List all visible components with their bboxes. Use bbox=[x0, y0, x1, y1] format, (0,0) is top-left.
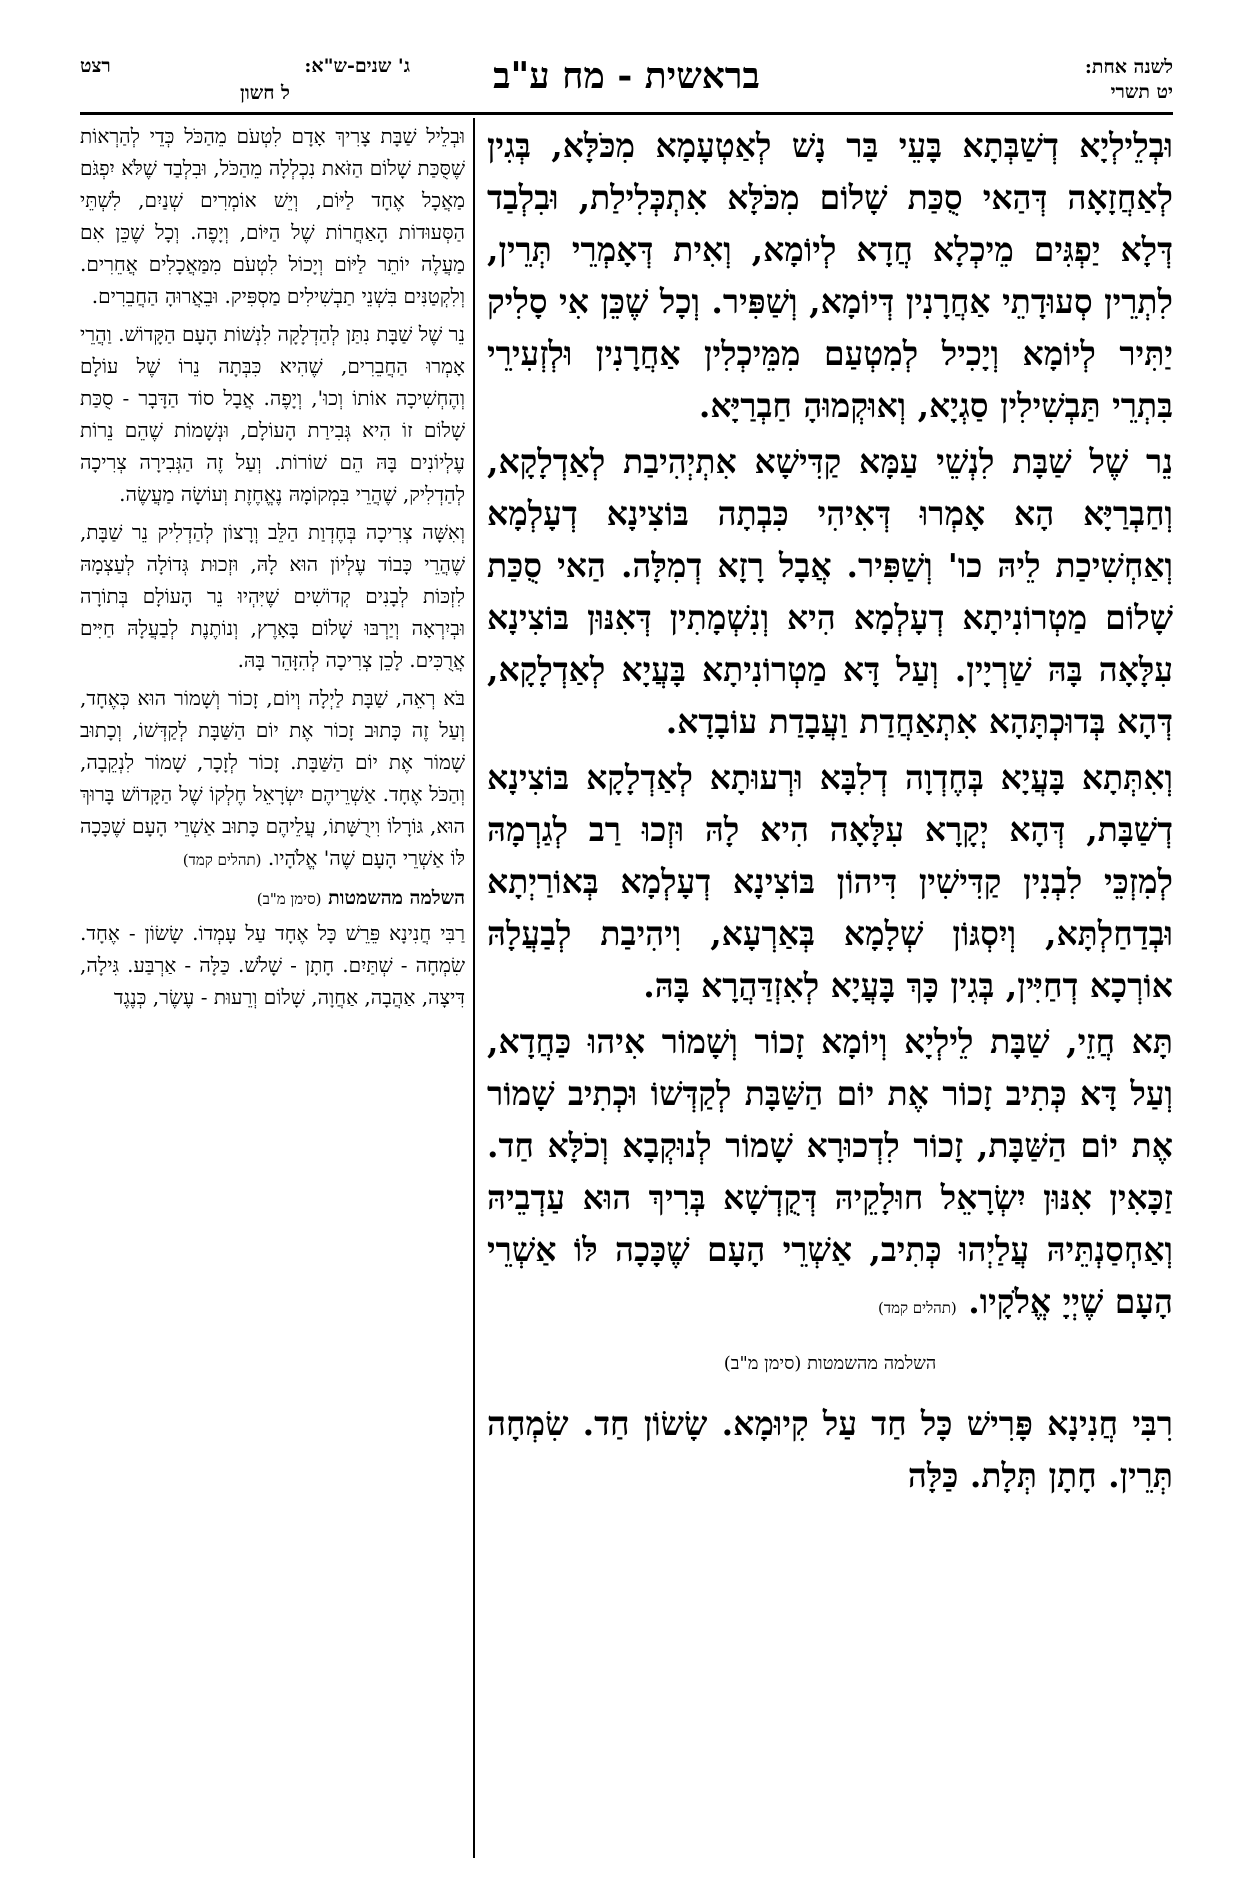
side-section-header bbox=[80, 882, 465, 915]
main-last-paragraph: רִבִּי חֲנִינָא פָּרִישׁ כָּל חַד עַל קִיוּמָא. שָׂשׂוֹן חַד. שִׂמְחָה תְּרֵין. חָתָן תְּלָת. כַּלָּה bbox=[487, 1404, 1173, 1495]
side-section-cite: (סימן מ"ב) bbox=[256, 890, 322, 908]
side-paragraph-1: וּבְלֵיל שַׁבָּת צָרִיךְ אָדָם לִטְעֹם מֵהַכֹּל כְּדֵי לְהַרְאוֹת שֶׁסֻּכַּת שָׁלוֹם הַזֹּאת נִכְלְלָה מֵהַכֹּל, וּבִלְבַד שֶׁלֹּא יִפְגֹּם מַאֲכָל אֶחָד לַיּוֹם, וְיֵשׁ אוֹמְרִים שְׁנַיִם, לִשְׁתֵּי הַסְּעוּדוֹת הָאַחֲרוֹת שֶׁל הַיּוֹם, וְיָפֶה. וְכָל שֶׁכֵּן אִם מַעֲלֶה יוֹתֵר לַיּוֹם וְיָכוֹל לִטְעֹם מִמַּאֲכָלִים אֲחֵרִים. וְלִקְטַנִּים בִּשְׁנֵי תַבְשִׁילִים מַסְפִּיק. וּבֵאֲרוּהָ הַחֲבֵרִים. bbox=[80, 124, 465, 308]
main-paragraph-3: וְאִתְּתָא בָּעֲיָא בְּחֶדְוָה דְלִבָּא וּרְעוּתָא לְאַדְלָקָא בּוֹצִינָא דְשַׁבָּת, דְּהָא יְקָרָא עִלָּאָה הִיא לָהּ וּזְכוּ רַב לְגַרְמָהּ לְמִזְכֵּי לִבְנִין קַדִּישִׁין דִּיהוֹן בּוֹצִינָא דְעָלְמָא בְּאוֹרַיְתָא וּבְדַחַלְתָּא, וְיִסְגּוֹן שְׁלָמָא בְּאַרְעָא, וִיהִיבַת לְבַעֲלָהּ אוֹרְכָא דְחַיִּין, בְּגִין כָּךְ בָּעֲיָא לְאִזְדַּהֲרָא בָּהּ. bbox=[487, 758, 1173, 1005]
side-last-paragraph: רַבִּי חֲנִינָא פֵּרֵשׁ כָּל אֶחָד עַל עָמְדוֹ. שָׂשׂוֹן - אֶחָד. שִׂמְחָה - שְׁתַּיִם. חָתָן - שָׁלֹשׁ. כַּלָּה - אַרְבַּע. גִּילָה, דִּיצָה, אַהֲבָה, אַחֲוָה, שָׁלוֹם וְרֵעוּת - עֶשֶׂר, כְּנֶגֶד bbox=[80, 921, 465, 1009]
main-section-header: השלמה מהשמטות (סימן מ"ב) bbox=[723, 1353, 937, 1374]
page-number: רצט bbox=[80, 55, 111, 77]
column-divider bbox=[473, 118, 475, 1858]
page-header bbox=[80, 55, 1173, 115]
main-column-aramaic bbox=[487, 120, 1173, 1506]
header-one-year-date: יט תשרי bbox=[1110, 81, 1173, 103]
page-title: בראשית - מח ע"ב bbox=[493, 55, 760, 97]
side-paragraph-4-text: בֹּא רְאֵה, שַׁבָּת לַיְלָה וְיוֹם, זָכוֹר וְשָׁמוֹר הוּא כְּאֶחָד, וְעַל זֶה כָּתוּב זָכוֹר אֶת יוֹם הַשַּׁבָּת לְקַדְּשׁוֹ, וְכָתוּב שָׁמוֹר אֶת יוֹם הַשַּׁבָּת. זָכוֹר לְזָכָר, שָׁמוֹר לִנְקֵבָה, וְהַכֹּל אֶחָד. אַשְׁרֵיהֶם יִשְׂרָאֵל חֶלְקוֹ שֶׁל הַקָּדוֹשׁ בָּרוּךְ הוּא, גּוֹרָלוֹ וִירֻשָּׁתוֹ, עֲלֵיהֶם כָּתוּב אַשְׁרֵי הָעָם שֶׁכָּכָה לּוֹ אַשְׁרֵי הָעָם שֶׁה' אֱלֹהָיו. bbox=[80, 686, 465, 870]
side-paragraph-3: וְאִשָּׁה צְרִיכָה בְּחֶדְוַת הַלֵּב וְרָצוֹן לְהַדְלִיק נֵר שַׁבָּת, שֶׁהֲרֵי כָּבוֹד עֶלְיוֹן הוּא לָהּ, וּזְכוּת גְּדוֹלָה לְעַצְמָהּ לִזְכּוֹת לְבָנִים קְדוֹשִׁים שֶׁיִּהְיוּ נֵר הָעוֹלָם בְּתוֹרָה וּבְיִרְאָה וְיַרְבּוּ שָׁלוֹם בָּאָרֶץ, וְנוֹתֶנֶת לְבַעֲלָהּ חַיִּים אֲרֻכִּים. לָכֵן צְרִיכָה לְהִזָּהֵר בָּהּ. bbox=[80, 520, 465, 672]
main-citation: (תהלים קמד) bbox=[878, 1299, 957, 1317]
side-column-hebrew bbox=[80, 120, 465, 1019]
header-one-year-label: לשנה אחת: bbox=[1084, 56, 1173, 78]
side-paragraph-4 bbox=[80, 682, 465, 876]
header-three-year-date: ל חשון bbox=[240, 82, 290, 104]
header-rule bbox=[80, 112, 1173, 115]
side-section-title: השלמה מהשמטות bbox=[328, 887, 465, 909]
main-paragraph-4 bbox=[487, 1016, 1173, 1334]
side-citation: (תהלים קמד) bbox=[182, 851, 262, 869]
side-paragraph-2: נֵר שֶׁל שַׁבָּת נִתַּן לְהַדְלָקָה לִנְשׁוֹת הָעָם הַקָּדוֹשׁ. וַהֲרֵי אָמְרוּ הַחֲבֵרִים, שֶׁהִיא כִּבְּתָה נֵרוֹ שֶׁל עוֹלָם וְהֶחְשִׁיכָה אוֹתוֹ וְכוּ', וְיָפֶה. אֲבָל סוֹד הַדָּבָר - סֻכַּת שָׁלוֹם זוֹ הִיא גְּבִירַת הָעוֹלָם, וּנְשָׁמוֹת שֶׁהֵם נֵרוֹת עֶלְיוֹנִים בָּהּ הֵם שׁוֹרוֹת. וְעַל זֶה הַגְּבִירָה צְרִיכָה לְהַדְלִיק, שֶׁהֲרֵי בִּמְקוֹמָהּ נֶאֱחֶזֶת וְעוֹשָׂה מַעֲשֶׂה. bbox=[80, 322, 465, 506]
main-paragraph-2: נֵר שֶׁל שַׁבָּת לִנְשֵׁי עַמָּא קַדִּישָׁא אִתְיְהִיבַת לְאַדְלָקָא, וְחַבְרַיָּא הָא אָמְרוּ דְּאִיהִי כִּבְתָה בּוֹצִינָא דְעָלְמָא וְאַחְשִׁיכַת לֵיהּ כו' וְשַׁפִּיר. אֲבָל רָזָא דְמִלָּה. הַאי סֻכַּת שָׁלוֹם מַטְרוֹנִיתָא דְעָלְמָא הִיא וְנִשְׁמָתִין דְּאִנּוּן בּוֹצִינָא עִלָּאָה בָּהּ שַׁרְיָין. וְעַל דָּא מַטְרוֹנִיתָא בָּעֲיָא לְאַדְלָקָא, דְּהָא בְּדוּכְתָּהָא אִתְאַחֲדַת וַעֲבָדַת עוֹבָדָא. bbox=[487, 442, 1173, 741]
header-three-year-label: ג' שנים-ש"א: bbox=[304, 55, 410, 77]
header-left bbox=[80, 55, 410, 105]
main-paragraph-1: וּבְלֵילְיָא דְשַׁבְּתָא בָּעֵי בַּר נָשׁ לְאַטְעָמָא מִכֹּלָּא, בְּגִין לְאַחֲזָאָה דְּהַאי סֻכַּת שָׁלוֹם מִכֹּלָּא אִתְכְּלִילַת, וּבִלְבַד דְּלָא יַפְגִּים מֵיכְלָא חֲדָא לְיוֹמָא, וְאִית דְּאָמְרֵי תְּרֵין, לִתְרֵין סְעוּדָתֵי אַחֲרָנִין דְּיוֹמָא, וְשַׁפִּיר. וְכָל שֶׁכֵּן אִי סָלִיק יַתִּיר לְיוֹמָא וְיָכִיל לְמִטְעַם מִמֵּיכְלִין אַחֲרָנִין וּלְזְעִירֵי בִּתְרֵי תַּבְשִׁילִין סַגְיָא, וְאוּקְמוּהָ חַבְרַיָּא. bbox=[487, 126, 1173, 425]
main-paragraph-4-text: תָּא חֲזֵי, שַׁבָּת לֵילְיָא וְיוֹמָא זָכוֹר וְשָׁמוֹר אִיהוּ כַּחֲדָא, וְעַל דָּא כְּתִיב זָכוֹר אֶת יוֹם הַשַּׁבָּת לְקַדְּשׁוֹ וּכְתִיב שָׁמוֹר אֶת יוֹם הַשַּׁבָּת, זָכוֹר לִדְכוּרָא שָׁמוֹר לְנוּקְבָא וְכֹלָּא חַד. זַכָּאִין אִנּוּן יִשְׂרָאֵל חוּלָקֵיהּ דְּקֻדְשָׁא בְּרִיךְ הוּא עַדְבֵיהּ וְאַחְסַנְתֵּיהּ עֲלַיְהוּ כְּתִיב, אַשְׁרֵי הָעָם שֶׁכָּכָה לּוֹ אַשְׁרֵי הָעָם שֶׁיְיָ אֱלֹקָיו. bbox=[487, 1022, 1173, 1321]
